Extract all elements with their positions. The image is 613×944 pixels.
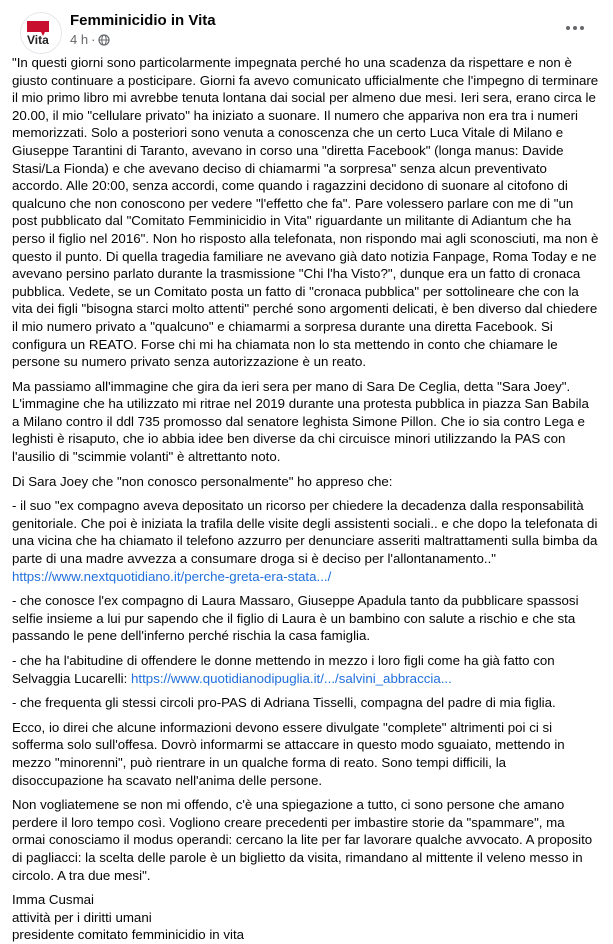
avatar-logo-text: Vita	[27, 33, 49, 47]
quotidianodipuglia-link[interactable]: https://www.quotidianodipuglia.it/.../salvini_abbraccia...	[131, 670, 452, 686]
globe-icon[interactable]	[98, 34, 110, 46]
post-header	[12, 0, 605, 54]
paragraph-7: - che frequenta gli stessi circoli pro-PAS di Adriana Tisselli, compagna del padre di mia figlia.	[12, 695, 556, 711]
signature-name: Imma Cusmai	[12, 892, 95, 908]
signature-role: attività per i diritti umani	[12, 909, 152, 925]
paragraph-1: "In questi giorni sono particolarmente impegnata perché ho una scadenza da rispettare e non è giusto continuare a posticipare. Giorni fa avevo comunicato ufficialmente che l'impegno di terminare il mio primo libro mi avrebbe tenuta lontana dai social per almeno due mesi. Ieri sera, erano circa le 20.00, il mio "cellulare privato" ha iniziato a suonare. Il numero che appariva non era tra i numeri memorizzati. Solo a posteriori sono venuta a conoscenza che un certo Luca Vitale di Milano e Giuseppe Tarantini di Taranto, avevano in corso una "diretta Facebook" (longa manus: Davide Stasi/La Fionda) e che avevano deciso di chiamarmi "a sorpresa" senza alcun preventivato accordo. Alle 20:00, senza accordi, come quando i ragazzini decidono di suonare al citofono di qualcuno che non conoscono per vedere "l'effetto che fa". Pare volessero parlare con me di "un post pubblicato dal "Comitato Femminicidio in Vita" riguardante un militante di Adiantum che ha perso il figlio nel 2016". Non ho risposto alla telefonata, non rispondo mai agli sconosciuti, ma non è questo il punto. Di quella tragedia familiare ne avevano già dato notizia Fanpage, Roma Today e ne avevano persino parlato durante la trasmissione "Chi l'ha Visto?", dunque era un fatto di cronaca pubblica. Vedete, se un Comitato posta un fatto di "cronaca pubblica" per sottolineare che con la vita dei figli "bisogna starci molto attenti" perché sono argomenti delicati, è ben diverso dal chiedere il mio numero privato a "qualcuno" e chiamarmi a sorpresa durante una diretta Facebook. Si configura un REATO. Forse chi mi ha chiamata non lo sta mettendo in conto che chiamare le persone su numero privato senza autorizzazione è un reato.	[12, 55, 599, 370]
paragraph-6	[12, 652, 599, 687]
paragraph-6-text: - che ha l'abitudine di offendere le donne mettendo in mezzo i loro figli come ha già fatto con Selvaggia Lucarelli:	[12, 653, 555, 686]
paragraph-9: Non vogliatemene se non mi offendo, c'è una spiegazione a tutto, ci sono persone che amano perdere il loro tempo così. Vogliono creare precedenti per imbastire storie da "spammare", ma ormai conosciamo il modus operandi: cercano la lite per far lavorare qualche avvocato. A proposito di pagliacci: la scelta delle parole è un biglietto da visita, rimandano al mittente il veleno messo in circolo. A tra due mesi".	[12, 797, 593, 883]
page-name[interactable]: Femminicidio in Vita	[70, 12, 216, 29]
post-body	[12, 54, 605, 944]
femminicidio-logo-icon	[21, 13, 61, 53]
paragraph-2: Ma passiamo all'immagine che gira da ieri sera per mano di Sara De Ceglia, detta "Sara Joey". L'immagine che ha utilizzato mi ritrae nel 2019 durante una protesta pubblica in piazza San Babila a Milano contro il ddl 735 promosso dal senatore leghista Simone Pillon. Che io sia contro Lega e leghisti è risaputo, che io abbia idee ben diverse da chi circuisce minori utilizzando la PAS con l'ausilio di "scimmie volanti" è altrettanto noto.	[12, 378, 589, 465]
page-avatar[interactable]	[20, 12, 62, 54]
paragraph-4	[12, 497, 599, 585]
nextquotidiano-link[interactable]: https://www.nextquotidiano.it/perche-greta-era-stata.../	[12, 568, 332, 584]
signature-title: presidente comitato femminicidio in vita	[12, 927, 245, 943]
paragraph-5: - che conosce l'ex compagno di Laura Massaro, Giuseppe Apadula tanto da pubblicare spassosi selfie insieme a lui pur sapendo che il figlio di Laura è un bambino con salute a rischio e che sta passando le pene dell'inferno perché rischia la casa famiglia.	[12, 593, 579, 644]
paragraph-8: Ecco, io direi che alcune informazioni devono essere divulgate "complete" altrimenti poi ci si sofferma solo sull'offesa. Dovrò informarmi se attaccare in questo modo sguaiato, mettendo in mezzo "minorenni", può rientrare in un qualche forma di reato. Sono tempi difficili, la disoccupazione ha scavato nell'anima delle persone.	[12, 719, 565, 788]
paragraph-4-text: - il suo "ex compagno aveva depositato un ricorso per chiedere la decadenza dalla responsabilità genitoriale. Che poi è iniziata la trafila delle visite degli assistenti sociali.. e che dopo la telefonata di una vicina che ha chiamato il telefono azzurro per denunciare asseriti maltrattamenti sulla bimba da parte di una madre avvezza a consumare droga si è deciso per l'allontanamento.."	[12, 498, 598, 567]
paragraph-3: Di Sara Joey che "non conosco personalmente" ho appreso che:	[12, 473, 393, 489]
post-time[interactable]: 4 h	[70, 32, 89, 47]
more-options-icon[interactable]	[563, 18, 587, 38]
post-meta	[70, 32, 110, 47]
meta-separator: ·	[91, 32, 96, 47]
